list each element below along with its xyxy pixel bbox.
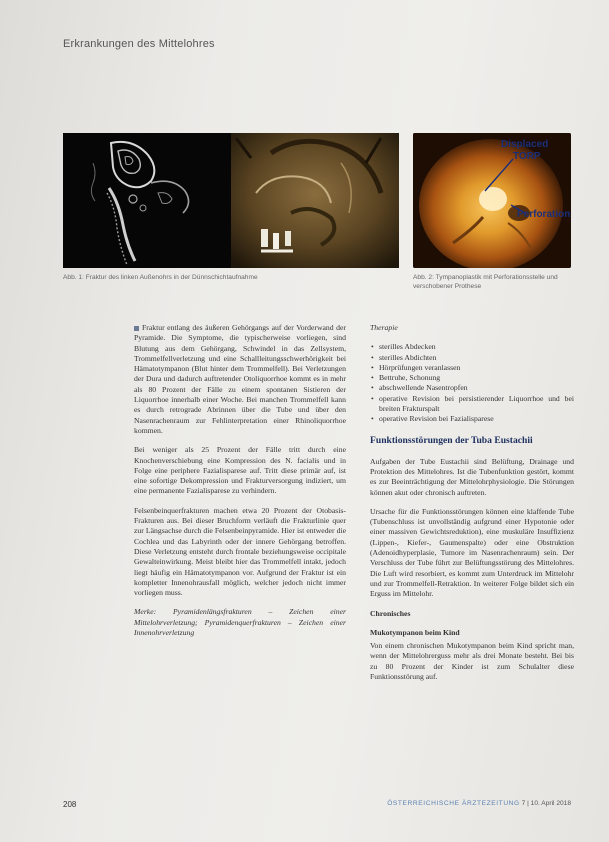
label-perforation: Perforation xyxy=(517,209,571,220)
right-paragraph-3: Von einem chronischen Mukotympanon beim Kind spricht man, wenn der Mittelohrerguss mehr als drei Monate besteht. Bei bis zu 80 Prozent der Kinder ist zum Schulalter diese Funktionsstörung auf. xyxy=(370,641,574,682)
therapy-list xyxy=(370,342,574,424)
therapy-item: • operative Revision bei Fazialisparese xyxy=(370,414,574,424)
page-number: 208 xyxy=(63,800,77,809)
figure-2-tympanoplasty xyxy=(413,133,571,268)
journal-name: ÖSTERREICHISCHE ÄRZTEZEITUNG xyxy=(387,800,520,807)
left-paragraph-3: Felsenbeinquerfrakturen machen etwa 20 Prozent der Otobasis-Frakturen aus. Bei dieser Bruchform verläuft die Frakturlinie quer zur Längsachse durch die Felsenbeinpyramide. Hier ist entweder die Cochlea und das Labyrinth oder der innere Gehörgang betroffen. Diese Verletzung entsteht durch frontale beziehungsweise occipitale Gewalteinwirkung. Meist bleibt hier das Trommelfell intakt, jedoch liegt häufig ein Hämatotympanon vor. Aufgrund der Fraktur ist ein kompletter Innenohrausfall möglich, welcher jedoch nicht immer vorliegen muss. xyxy=(134,505,346,598)
figure-1-ct-scan xyxy=(63,133,231,268)
therapy-item: • sterilles Abdecken xyxy=(370,342,574,352)
therapy-item: • sterilles Abdichten xyxy=(370,353,574,363)
therapy-item: • Bettruhe, Schonung xyxy=(370,373,574,383)
right-paragraph-2: Ursache für die Funktionsstörungen können eine klaffende Tube (Tubenschluss ist unvollständig aufgrund einer Hypotonie oder einer massiven Gewichtsreduktion), eine muskuläre Insuffizienz (Lippen-, Kiefer-, Gaumenspalte) oder eine Obstruktion (Adenoidhyperplasie, Tumore im Nasenrachenraum) sein. Der Verschluss der Tube führt zur Belüftungsstörung des Mittelohres. Die Luft wird resorbiert, es kommt zum Unterdruck im Mittelohr und zur Trommelfell-Retraktion. In weiterer Folge bildet sich ein Erguss im Mittelohr. xyxy=(370,506,574,599)
therapy-heading: Therapie xyxy=(370,323,398,332)
ct-scan-image xyxy=(63,133,231,268)
journal-footer xyxy=(387,800,571,807)
journal-issue: 7 | 10. April 2018 xyxy=(521,800,571,807)
endoscopic-image xyxy=(231,133,399,268)
therapy-item: • Hörprüfungen veranlassen xyxy=(370,363,574,373)
merke-note: Merke: Pyramidenlängsfrakturen – Zeichen einer Mittelohrverletzung; Pyramidenquerfrakturen – Zeichen einer Innenohrverletzung xyxy=(134,607,346,638)
left-paragraph-1 xyxy=(134,323,346,436)
figure-1-caption: Abb. 1: Fraktur des linken Außenohrs in der Dünnschichtaufnahme xyxy=(63,274,258,281)
figure-2-caption: Abb. 2: Tympanoplastik mit Perforationsstelle und verschobener Prothese xyxy=(413,274,558,290)
section-header: Erkrankungen des Mittelohres xyxy=(63,38,215,50)
subheading-line-1: Chronisches xyxy=(370,608,411,618)
therapy-item: • operative Revision bei persistierender Liquorrhoe und bei breiten Frakturspalt xyxy=(370,394,574,415)
tympanoplasty-image xyxy=(413,133,571,268)
label-displaced: Displaced xyxy=(501,139,549,150)
left-column xyxy=(134,323,346,647)
label-torp: TORP xyxy=(513,151,541,162)
subheading-line-2: Mukotympanon beim Kind xyxy=(370,627,460,637)
therapy-item: • abschwellende Nasentropfen xyxy=(370,383,574,393)
right-column xyxy=(370,323,574,691)
left-paragraph-1-text: Fraktur entlang des äußeren Gehörgangs auf der Vorderwand der Pyramide. Die Symptome, die typischerweise vorliegen, sind Blutung aus dem Gehörgang, Schwindel in das Zellsystem, Trommelfellverletzung und eine Schallleitungsschwerhörigkeit bei Hämatotympanon (Blut hinter dem Trommelfell). Bei Verletzungen der Dura und dadurch auftretender Otoliquorrhoe kommt es in mehr als 80 Prozent der Fälle zu einem spontanen Sistieren der Liquorrhoe innerhalb einer Woche. Bei manchen Trommelfell kann es durch retrograde Abrinnen über die Tube und über den Nasenrachenraum zur Fehlinterpretation einer Rhinoliquorrhoe kommen. xyxy=(134,323,346,435)
right-paragraph-1: Aufgaben der Tube Eustachii sind Belüftung, Drainage und Protektion des Mittelohres. Ist die Tubenfunktion gestört, kommt es zur Beeinträchtigung der Mittelohrphysiologie. Die Störungen können akut oder chronisch auftreten. xyxy=(370,456,574,497)
section-heading-tuba: Funktionsstörungen der Tuba Eustachii xyxy=(370,434,533,446)
figure-1-endoscopic-image xyxy=(231,133,399,268)
left-paragraph-2: Bei weniger als 25 Prozent der Fälle tritt durch eine Knochenverschiebung eine Kompression des N. facialis und in Folge eine periphere Fazialisparese auf. Tritt diese primär auf, ist eine sofortige Dekompression und Frakturversorgung indiziert, um eine permanente Fazialisparese zu verhindern. xyxy=(134,445,346,496)
square-bullet-icon xyxy=(134,326,139,331)
